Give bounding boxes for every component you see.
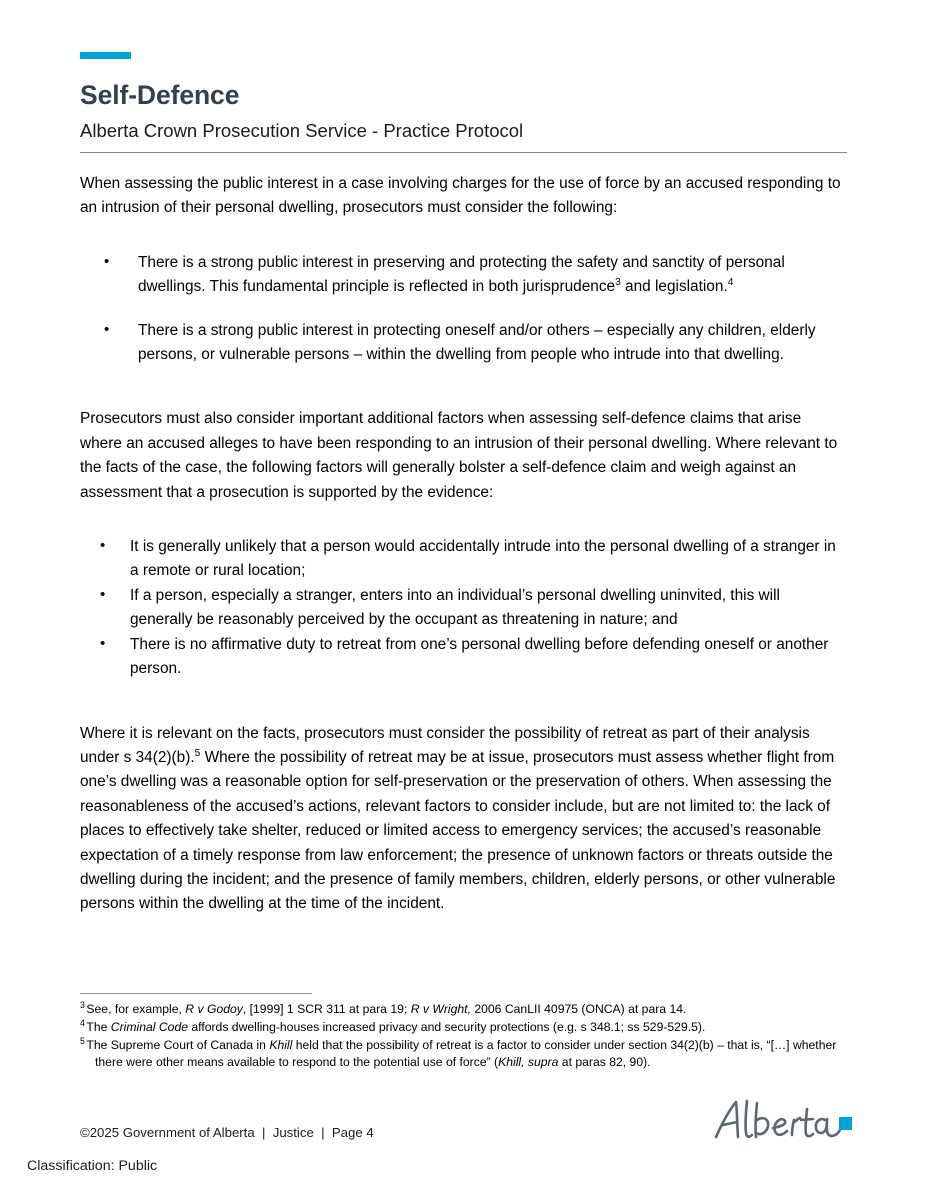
footnote-divider [80, 993, 312, 994]
document-header [80, 52, 847, 153]
footnotes-section [80, 993, 847, 1072]
footer-copyright: ©2025 Government of Alberta | Justice | Page 4 [80, 1125, 374, 1140]
footnote-4-segment-1: Criminal Code [110, 1019, 188, 1034]
footnote-marker-5: 5 [80, 1035, 85, 1046]
footnote-3-segment-0: See, for example, [86, 1002, 186, 1016]
footnote-5-segment-0: The Supreme Court of Canada in [86, 1037, 270, 1052]
first-bullet-list [80, 251, 845, 368]
footnote-4-segment-0: The [86, 1019, 111, 1034]
footnote-5-segment-4: at paras 82, 90). [558, 1054, 651, 1069]
bullet-text-1a: There is a strong public interest in preserving and protecting the safety and sanctity of personal dwellings. This fundamental principle is reflected in both jurisprudence [138, 253, 785, 296]
final-paragraph [80, 722, 845, 917]
footnote-4-segment-2: affords dwelling-houses increased privacy and security protections (e.g. s 348.1; ss 529-529.5). [188, 1019, 706, 1034]
footnote-5-segment-2: held that the possibility of retreat is a factor to consider under section 34(2)(b) – that is, “[…] whether there were other means available to respond to the potential use of force” ( [95, 1037, 837, 1069]
classification-label: Classification: Public [27, 1158, 158, 1174]
list-item [80, 319, 845, 368]
footnote-marker-4: 4 [80, 1017, 85, 1028]
bullet-text-2: There is a strong public interest in protecting oneself and/or others – especially any children, elderly persons, or vulnerable persons – within the dwelling from people who intrude into that dwelling. [138, 321, 816, 364]
final-paragraph-part1: Where it is relevant on the facts, prosecutors must consider the possibility of retreat as part of their analysis under s 34(2)(b). [80, 724, 810, 766]
second-bullet-list [80, 535, 845, 681]
intro-paragraph: When assessing the public interest in a case involving charges for the use of force by an accused responding to an intrusion of their personal dwelling, prosecutors must consider the following: [80, 175, 841, 217]
list-item: • There is no affirmative duty to retreat from one’s personal dwelling before defending oneself or another person. [80, 633, 845, 682]
page-subtitle: Alberta Crown Prosecution Service - Practice Protocol [80, 119, 524, 141]
footnote-3-segment-1: R v Godoy [185, 1002, 243, 1016]
header-divider [80, 152, 847, 153]
document-body [80, 172, 845, 917]
footnote-4 [80, 1019, 847, 1036]
footnote-5 [80, 1037, 847, 1071]
footnote-marker-3: 3 [80, 999, 85, 1010]
footnote-3 [80, 1001, 847, 1018]
footnote-ref-4: 4 [727, 277, 734, 289]
page-title: Self-Defence [80, 80, 240, 110]
alberta-logo [712, 1097, 852, 1145]
footnote-5-segment-1: Khill [269, 1037, 293, 1052]
footnote-3-segment-4: 2006 CanLII 40975 (ONCA) at para 14. [470, 1002, 687, 1016]
second-paragraph: Prosecutors must also consider important additional factors when assessing self-defence claims that arise where an accused alleges to have been responding to an intrusion of their personal dwelling. Where relevant to the facts of the case, the following factors will generally bolster a self-defence claim and weigh against an assessment that a prosecution is supported by the evidence: [80, 410, 838, 501]
footnote-ref-3: 3 [615, 277, 621, 289]
list-item [80, 251, 845, 300]
footnote-3-segment-2: , [1999] 1 SCR 311 at para 19; [242, 1002, 411, 1016]
alberta-logo-square [839, 1117, 852, 1130]
accent-bar [80, 52, 131, 59]
footnote-5-segment-3: Khill, supra [498, 1054, 559, 1069]
footnote-3-segment-3: R v Wright, [410, 1002, 471, 1016]
list-item: • If a person, especially a stranger, enters into an individual’s personal dwelling uninvited, this will generally be reasonably perceived by the occupant as threatening in nature; and [80, 584, 845, 633]
footnote-ref-5: 5 [194, 747, 201, 759]
list-item: • It is generally unlikely that a person would accidentally intrude into the personal dwelling of a stranger in a remote or rural location; [80, 535, 845, 584]
bullet-text-1b: and legislation. [620, 278, 728, 296]
final-paragraph-part2: Where the possibility of retreat may be at issue, prosecutors must assess whether flight from one’s dwelling was a reasonable option for self-preservation or the preservation of others. When assessing the reasonableness of the accused’s actions, relevant factors to consider include, but are not limited to: the lack of places to effectively take shelter, reduced or limited access to emergency services; the accused’s reasonable expectation of a timely response from law enforcement; the presence of unknown factors or threats outside the dwelling during the incident; and the presence of family members, children, elderly persons, or other vulnerable persons within the dwelling at the time of the incident. [80, 748, 836, 913]
